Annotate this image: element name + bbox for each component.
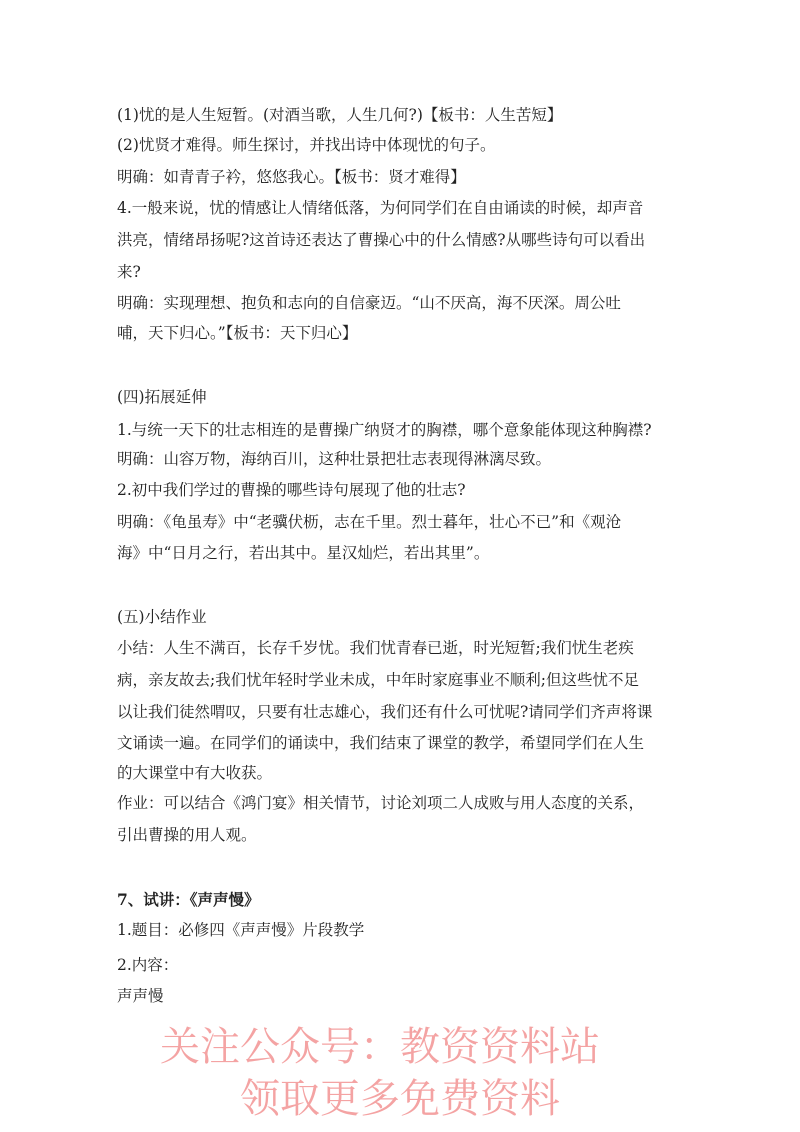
content-label: 2.内容： xyxy=(117,956,179,974)
section-heading: (五)小结作业 xyxy=(117,608,207,626)
poem-title: 声声慢 xyxy=(117,987,164,1005)
text-line: 2.初中我们学过的曹操的哪些诗句展现了他的壮志? xyxy=(117,481,466,499)
topic-line: 1.题目：必修四《声声慢》片段教学 xyxy=(117,921,365,939)
text-line: 病，亲友故去;我们忧年轻时学业未成，中年时家庭事业不顺利;但这些忧不足 xyxy=(117,671,639,689)
text-line: 洪亮，情绪昂扬呢?这首诗还表达了曹操心中的什么情感?从哪些诗句可以看出 xyxy=(117,231,646,249)
text-line: 文诵读一遍。在同学们的诵读中，我们结束了课堂的教学，希望同学们在人生 xyxy=(117,734,645,752)
text-line: (2)忧贤才难得。师生探讨，并找出诗中体现忧的句子。 xyxy=(117,136,496,154)
watermark-line-2: 领取更多免费资料 xyxy=(240,1076,560,1122)
text-line: 明确：如青青子衿，悠悠我心。【板书：贤才难得】 xyxy=(117,168,466,186)
text-line: 小结：人生不满百，长存千岁忧。我们忧青春已逝，时光短暂;我们忧生老疾 xyxy=(117,639,634,657)
text-line: 明确：《龟虽寿》中“老骥伏枥，志在千里。烈士暮年，壮心不已”和《观沧 xyxy=(117,513,622,531)
text-line: 明确：实现理想、抱负和志向的自信豪迈。“山不厌高，海不厌深。周公吐 xyxy=(117,294,621,312)
text-line: 引出曹操的用人观。 xyxy=(117,826,257,844)
text-line: 哺，天下归心。”【板书：天下归心】 xyxy=(117,324,358,342)
text-line: 的大课堂中有大收获。 xyxy=(117,764,273,782)
text-line: 海》中“日月之行，若出其中。星汉灿烂，若出其里”。 xyxy=(117,544,490,562)
text-line: 明确：山容万物，海纳百川，这种壮景把壮志表现得淋漓尽致。 xyxy=(117,450,552,468)
section-heading: (四)拓展延伸 xyxy=(117,388,207,406)
text-line: 4.一般来说，忧的情感让人情绪低落，为何同学们在自由诵读的时候，却声音 xyxy=(117,199,644,217)
text-line: 1.与统一天下的壮志相连的是曹操广纳贤才的胸襟，哪个意象能体现这种胸襟? xyxy=(117,421,652,439)
section-7-heading: 7、试讲：《声声慢》 xyxy=(117,890,260,909)
text-line: 作业：可以结合《鸿门宴》相关情节，讨论刘项二人成败与用人态度的关系， xyxy=(117,794,645,812)
text-line: (1)忧的是人生短暂。(对酒当歌，人生几何?)【板书：人生苦短】 xyxy=(117,106,563,124)
watermark-line-1: 关注公众号：教资资料站 xyxy=(160,1024,600,1070)
text-line: 以让我们徒然喟叹，只要有壮志雄心，我们还有什么可忧呢?请同学们齐声将课 xyxy=(117,703,653,721)
text-line: 来? xyxy=(117,263,141,281)
